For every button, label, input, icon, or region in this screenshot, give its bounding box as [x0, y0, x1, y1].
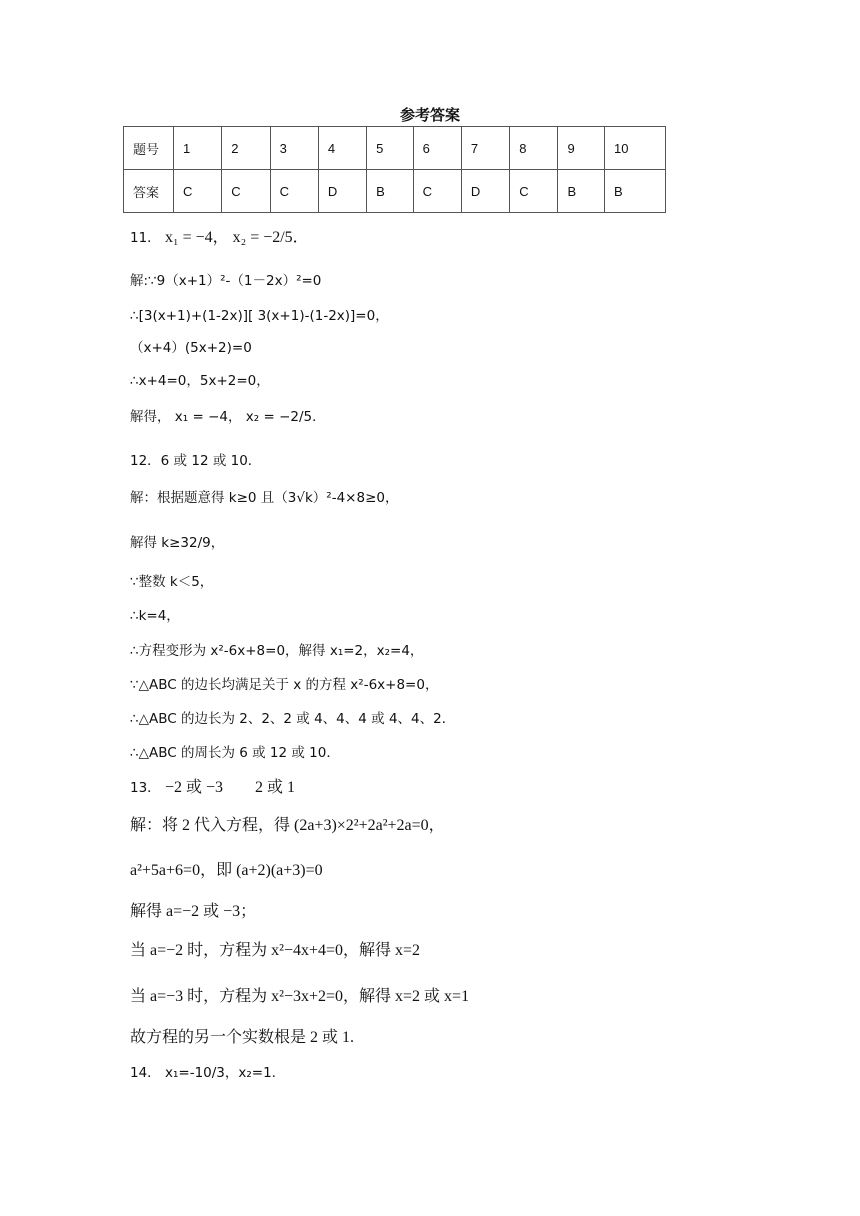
table-header-cell: 答案 — [124, 170, 174, 213]
q13-step: a²+5a+6=0，即 (a+2)(a+3)=0 — [130, 862, 323, 879]
q13-step: 当 a=−2 时，方程为 x²−4x+4=0，解得 x=2 — [130, 942, 421, 959]
q13-step: 解：将 2 代入方程，得 (2a+3)×2²+2a²+2a=0， — [130, 817, 445, 834]
q12-step: ∴△ABC 的周长为 6 或 12 或 10． — [130, 745, 340, 761]
q12-step: 解：根据题意得 k≥0 且（3√k）²-4×8≥0， — [130, 490, 399, 506]
table-cell: 5 — [367, 127, 414, 170]
q12-step: ∴方程变形为 x²-6x+8=0，解得 x₁=2，x₂=4， — [130, 643, 424, 659]
q14-answer: x₁=-10/3，x₂=1. — [164, 1065, 276, 1081]
q13-step: 当 a=−3 时，方程为 x²−3x+2=0，解得 x=2 或 x=1 — [130, 988, 470, 1005]
q13-answer: −2 或 −3 2 或 1 — [164, 779, 296, 796]
page-title: 参考答案 — [399, 106, 460, 124]
q11-label: 11． — [130, 230, 161, 246]
q11-step: ∴x+4=0，5x+2=0， — [130, 373, 270, 389]
table-cell: 10 — [604, 127, 665, 170]
q11-step: （x+4）(5x+2)=0 — [130, 340, 252, 356]
q12-step: ∵整数 k＜5， — [130, 574, 214, 590]
table-cell: 9 — [558, 127, 605, 170]
table-row — [124, 127, 666, 170]
table-cell: 2 — [222, 127, 270, 170]
table-cell: C — [413, 170, 461, 213]
answer-table — [123, 126, 666, 213]
table-cell: B — [604, 170, 665, 213]
q11-step: 解得， x₁ = −4， x₂ = −2/5． — [130, 409, 326, 425]
table-cell: 6 — [413, 127, 461, 170]
table-cell: C — [510, 170, 558, 213]
q12-label: 12．6 或 12 或 10． — [130, 453, 262, 469]
table-cell: D — [318, 170, 366, 213]
q12-step: ∴k=4， — [130, 608, 180, 624]
q12-step: ∴△ABC 的边长为 2、2、2 或 4、4、4 或 4、4、2． — [130, 711, 456, 727]
table-row — [124, 170, 666, 213]
q14-label: 14． — [130, 1065, 161, 1081]
table-cell: B — [367, 170, 414, 213]
q11-answer-line — [130, 224, 309, 247]
q12-step: ∵△ABC 的边长均满足关于 x 的方程 x²-6x+8=0， — [130, 677, 439, 693]
table-cell: D — [461, 170, 509, 213]
table-cell: C — [270, 170, 318, 213]
table-cell: 8 — [510, 127, 558, 170]
q13-answer-line — [130, 774, 295, 797]
table-cell: 3 — [270, 127, 318, 170]
q11-answer: x₁ = −4， x₂ = −2/5． — [164, 229, 309, 246]
q11-step: 解:∵9（x+1）²-（1－2x）²=0 — [130, 273, 322, 289]
table-cell: C — [222, 170, 270, 213]
table-cell: 7 — [461, 127, 509, 170]
q13-step: 解得 a=−2 或 −3； — [130, 903, 257, 920]
q11-step: ∴[3(x+1)+(1-2x)][ 3(x+1)-(1-2x)]=0， — [130, 308, 389, 324]
q13-label: 13． — [130, 780, 161, 796]
q14-answer-line — [130, 1061, 276, 1081]
table-header-cell: 题号 — [124, 127, 174, 170]
q13-step: 故方程的另一个实数根是 2 或 1. — [130, 1029, 355, 1046]
table-cell: 4 — [318, 127, 366, 170]
table-cell: B — [558, 170, 605, 213]
q12-step: 解得 k≥32/9， — [130, 535, 225, 551]
table-cell: 1 — [174, 127, 222, 170]
table-cell: C — [174, 170, 222, 213]
